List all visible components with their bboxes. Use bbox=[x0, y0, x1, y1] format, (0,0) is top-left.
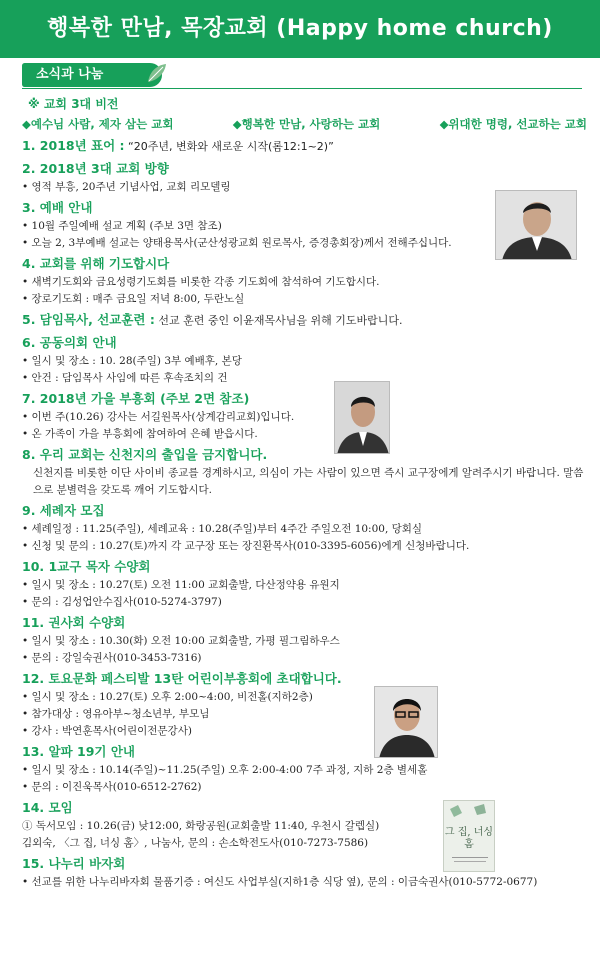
section-line: • 참가대상 : 영유아부~청소년부, 부모님 bbox=[22, 708, 210, 720]
section-line: • 일시 및 장소 : 10. 28(주일) 3부 예배후, 본당 bbox=[22, 355, 242, 367]
banner-label: 소식과 나눔 bbox=[36, 67, 104, 82]
section-heading: 4. 교회를 위해 기도합시다 bbox=[22, 256, 170, 271]
section-line: • 일시 및 장소 : 10.27(토) 오후 2:00~4:00, 비전홀(지하2층) bbox=[22, 691, 313, 703]
header-title: 행복한 만남, 목장교회 (Happy home church) bbox=[47, 16, 553, 41]
section-heading: 12. 토요문화 페스티발 13탄 어린이부흥회에 초대합니다. bbox=[22, 671, 342, 686]
section-line: • 온 가족이 가을 부흥회에 참여하여 은혜 받읍시다. bbox=[22, 428, 258, 440]
section-line: • 일시 및 장소 : 10.27(토) 오전 11:00 교회출발, 다산정약용 유원지 bbox=[22, 579, 340, 591]
section-line: • 영적 부흥, 20주년 기념사업, 교회 리모델링 bbox=[22, 181, 231, 193]
book-title: 그 집, 너싱홈 bbox=[444, 827, 494, 850]
section-title bbox=[22, 136, 587, 157]
section-heading: 1. 2018년 표어 : bbox=[22, 138, 125, 153]
notice-section bbox=[22, 798, 587, 852]
section-heading: 11. 권사회 수양회 bbox=[22, 615, 126, 630]
section-title bbox=[22, 669, 587, 689]
section-line: • 10월 주일예배 설교 계획 (주보 3면 참조) bbox=[22, 220, 222, 232]
section-line: • 안건 : 담임목사 사임에 따른 후속조치의 건 bbox=[22, 372, 228, 384]
section-line: • 일시 및 장소 : 10.14(주일)~11.25(주일) 오후 2:00-4:00 7주 과정, 지하 2층 별세홀 bbox=[22, 764, 428, 776]
section-title bbox=[22, 389, 587, 409]
section-title bbox=[22, 445, 587, 465]
pastor-photo-1 bbox=[495, 190, 577, 260]
section-line: • 강사 : 박연훈목사(어린이전문강사) bbox=[22, 725, 192, 737]
section-heading: 3. 예배 안내 bbox=[22, 200, 93, 215]
notice-section bbox=[22, 333, 587, 387]
section-inline-text: “20주년, 변화와 새로운 시작(롬12:1~2)” bbox=[124, 140, 334, 153]
section-line: • 문의 : 강일숙권사(010-3453-7316) bbox=[22, 652, 202, 664]
section-line: • 장로기도회 : 매주 금요일 저녁 8:00, 두란노실 bbox=[22, 293, 245, 305]
section-heading: 5. 담임목사, 선교훈련 : bbox=[22, 312, 155, 327]
section-heading: 9. 세례자 모집 bbox=[22, 503, 105, 518]
vision-item: ◆예수님 사람, 제자 삼는 교회 bbox=[22, 117, 174, 131]
notice-section bbox=[22, 501, 587, 555]
notice-section bbox=[22, 742, 587, 796]
section-title bbox=[22, 742, 587, 762]
section-line: • 세례일정 : 11.25(주일), 세례교육 : 10.28(주일)부터 4주간 주일오전 10:00, 당회실 bbox=[22, 523, 423, 535]
section-heading: 2. 2018년 3대 교회 방향 bbox=[22, 161, 169, 176]
section-line: 김외숙, 〈그 집, 너싱 홈〉, 나눔사, 문의 : 손소학전도사(010-7273-7586) bbox=[22, 837, 369, 849]
section-title bbox=[22, 557, 587, 577]
pastor-photo-2 bbox=[334, 381, 390, 454]
section-line: ① 독서모임 : 10.26(금) 낮12:00, 화랑공원(교회출발 11:40, 우천시 갈렙실) bbox=[22, 820, 380, 832]
section-heading: 13. 알파 19기 안내 bbox=[22, 744, 135, 759]
section-heading: 8. 우리 교회는 신천지의 출입을 금지합니다. bbox=[22, 447, 268, 462]
section-title bbox=[22, 613, 587, 633]
vision-title: ※ 교회 3대 비전 bbox=[28, 97, 119, 111]
section-heading: 10. 1교구 목자 수양회 bbox=[22, 559, 151, 574]
section-paragraph: 신천지를 비롯한 이단 사이비 종교를 경계하시고, 의심이 가는 사람이 있으면 즉시 교구장에게 알려주시기 바랍니다. 말씀으로 분별력을 갖도록 깨어 기도합시다. bbox=[33, 467, 584, 496]
notice-section bbox=[22, 445, 587, 499]
section-line: • 일시 및 장소 : 10.30(화) 오전 10:00 교회출발, 가평 필그림하우스 bbox=[22, 635, 340, 647]
section-line: • 새벽기도회와 금요성령기도회를 비롯한 각종 기도회에 참석하여 기도합시다. bbox=[22, 276, 380, 288]
notice-section bbox=[22, 389, 587, 443]
section-banner bbox=[22, 63, 162, 87]
vision-item: ◆행복한 만남, 사랑하는 교회 bbox=[232, 117, 381, 131]
leaf-icon bbox=[146, 62, 168, 86]
section-line: • 선교를 위한 나누리바자회 물품기증 : 여신도 사업부실(지하1층 식당 옆), 문의 : 이금숙권사(010-5772-0677) bbox=[22, 876, 538, 888]
divider bbox=[22, 88, 582, 89]
section-title bbox=[22, 854, 587, 874]
notice-section bbox=[22, 557, 587, 611]
section-heading: 7. 2018년 가을 부흥회 (주보 2면 참조) bbox=[22, 391, 250, 406]
section-title bbox=[22, 333, 587, 353]
section-title bbox=[22, 310, 587, 331]
notice-section bbox=[22, 613, 587, 667]
page-header bbox=[0, 0, 600, 58]
book-cover bbox=[443, 800, 495, 872]
section-line: • 이번 주(10.26) 강사는 서길원목사(상계감리교회)입니다. bbox=[22, 411, 295, 423]
notice-section bbox=[22, 669, 587, 740]
section-title bbox=[22, 501, 587, 521]
section-title bbox=[22, 159, 587, 179]
notice-section bbox=[22, 136, 587, 157]
notice-section bbox=[22, 254, 587, 308]
section-heading: 6. 공동의회 안내 bbox=[22, 335, 117, 350]
notice-section bbox=[22, 310, 587, 331]
section-heading: 14. 모임 bbox=[22, 800, 73, 815]
section-line: • 문의 : 이진욱목사(010-6512-2762) bbox=[22, 781, 202, 793]
section-line: • 오늘 2, 3부예배 설교는 양태용목사(군산성광교회 원로목사, 증경총회장)께서 전해주십니다. bbox=[22, 237, 452, 249]
section-title bbox=[22, 798, 587, 818]
section-inline-text: 선교 훈련 중인 이윤재목사님을 위해 기도바랍니다. bbox=[154, 314, 403, 327]
section-line: • 문의 : 김성업안수집사(010-5274-3797) bbox=[22, 596, 222, 608]
vision-list bbox=[22, 114, 587, 134]
section-line: • 신청 및 문의 : 10.27(토)까지 각 교구장 또는 장진환목사(010-3395-6056)에게 신청바랍니다. bbox=[22, 540, 470, 552]
pastor-photo-3 bbox=[374, 686, 438, 758]
vision-item: ◆위대한 명령, 선교하는 교회 bbox=[439, 117, 587, 131]
section-heading: 15. 나누리 바자회 bbox=[22, 856, 126, 871]
notice-section bbox=[22, 854, 587, 891]
